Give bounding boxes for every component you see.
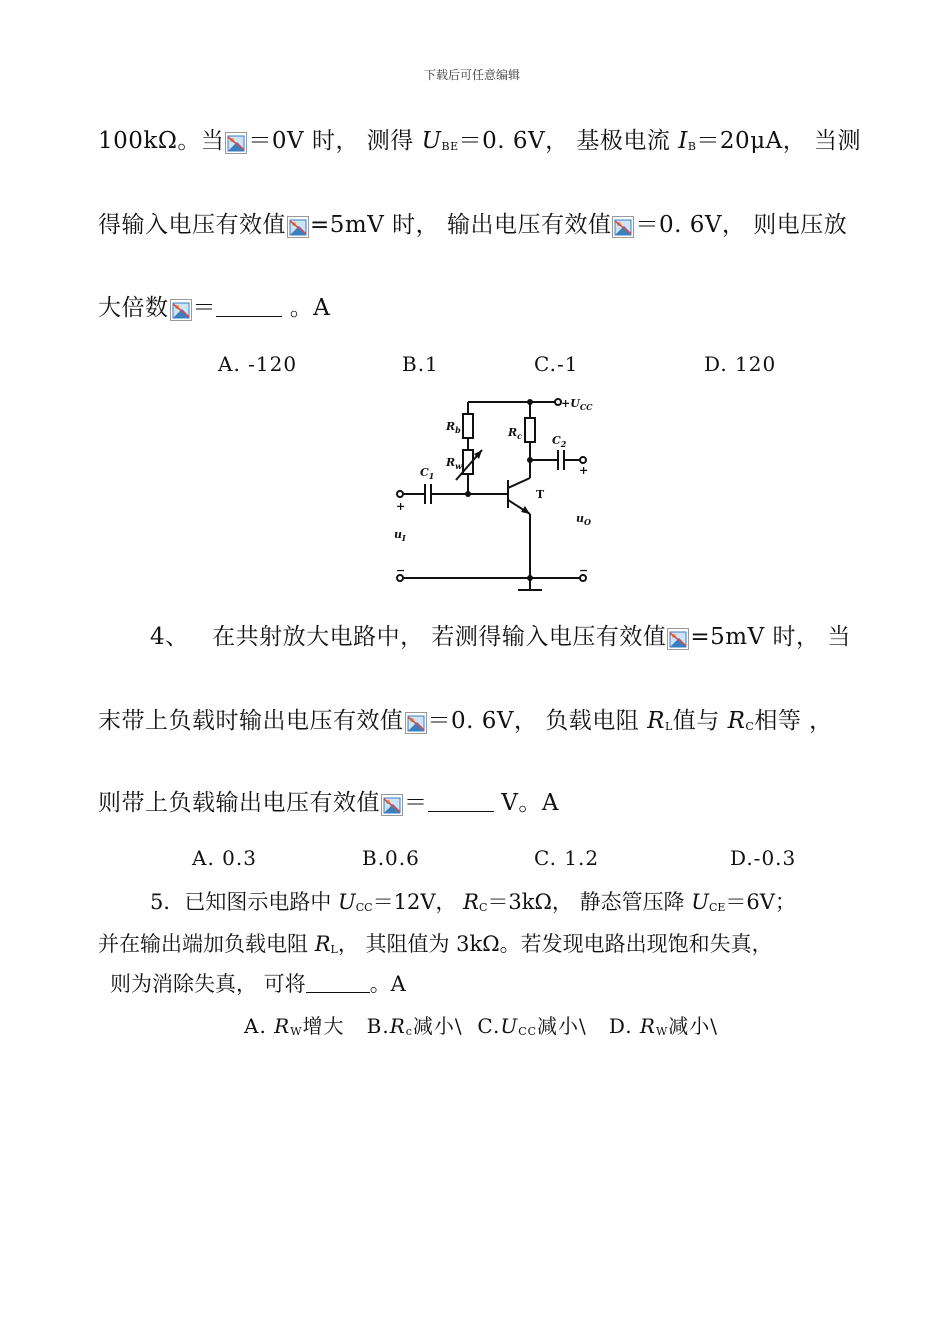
rw-label: $R_w$ [446,456,463,471]
broken-image-icon [170,299,192,321]
broken-image-icon [381,794,403,816]
uo-label: $u_O$ [576,512,591,527]
broken-image-icon [667,628,689,650]
vcc-label: $+U_{CC}$ [561,397,593,412]
p4-option-d: D.-0.3 [730,846,797,870]
p3-line-1: 100kΩ。当 ＝0V 时， 测得 $U_{BE}=0$. 6V， 基极电流 $I_B=20\mu A$， 当测 [98,128,862,154]
p4-line-1: 4、 在共射放大电路中， 若测得输入电压有效值 =5mV 时， 当 [150,624,851,650]
input-minus-label: − [396,564,406,577]
p4-line-2: 末带上负载时输出电压有效值 ＝0. 6V， 负载电阻 $R_L$值与 $R_C$相等 ， [98,708,833,734]
input-plus-label: + [396,500,406,513]
p5-line-3: 则为消除失真， 可将 。A [110,972,406,996]
broken-image-icon [225,132,247,154]
p3-option-a: A. -120 [218,352,298,376]
p4-line-3: 则带上负载输出电压有效值 ＝ V。A [98,790,560,816]
answer-blank [216,296,282,317]
p4-option-b: B.0.6 [362,846,420,870]
broken-image-icon [287,216,309,238]
p3-line-3: 大倍数 ＝ 。A [98,295,331,321]
rb-label: $R_b$ [446,420,461,435]
broken-image-icon [405,712,427,734]
p3-option-b: B.1 [402,352,439,376]
output-minus-label: − [579,564,589,577]
p3-option-c: C.-1 [534,352,579,376]
ui-label: $u_I$ [394,528,406,543]
p5-options: A. $R_W$增大 $B.R_c$减小\ $C.U_{CC}$减小\ D. $R_W$减小\ [244,1014,719,1038]
c1-label: $C_1$ [420,466,435,481]
output-plus-label: + [579,464,589,477]
p5-line-2: 并在输出端加负载电阻 $R_L$， 其阻值为 3kΩ。若发现电路出现饱和失真， [98,932,773,956]
p3-option-d: D. 120 [704,352,777,376]
amplifier-circuit-diagram [390,392,610,604]
page-header: 下载后可任意编辑 [424,68,521,82]
p4-option-c: C. 1.2 [534,846,600,870]
transistor-label: T [536,488,545,501]
answer-blank [306,972,370,993]
p4-option-a: A. 0.3 [192,846,257,870]
rc-label: $R_c$ [508,426,523,441]
answer-blank [428,791,494,812]
p3-line-2: 得输入电压有效值 =5mV 时， 输出电压有效值 ＝0. 6V， 则电压放 [98,212,848,238]
c2-label: $C_2$ [552,434,567,449]
p5-line-1: 5．已知图示电路中 $U_{CC}=12V$， $R_C=3k\Omega$， 静态管压降 $U_{CE}=6V$； [150,890,796,914]
broken-image-icon [612,216,634,238]
